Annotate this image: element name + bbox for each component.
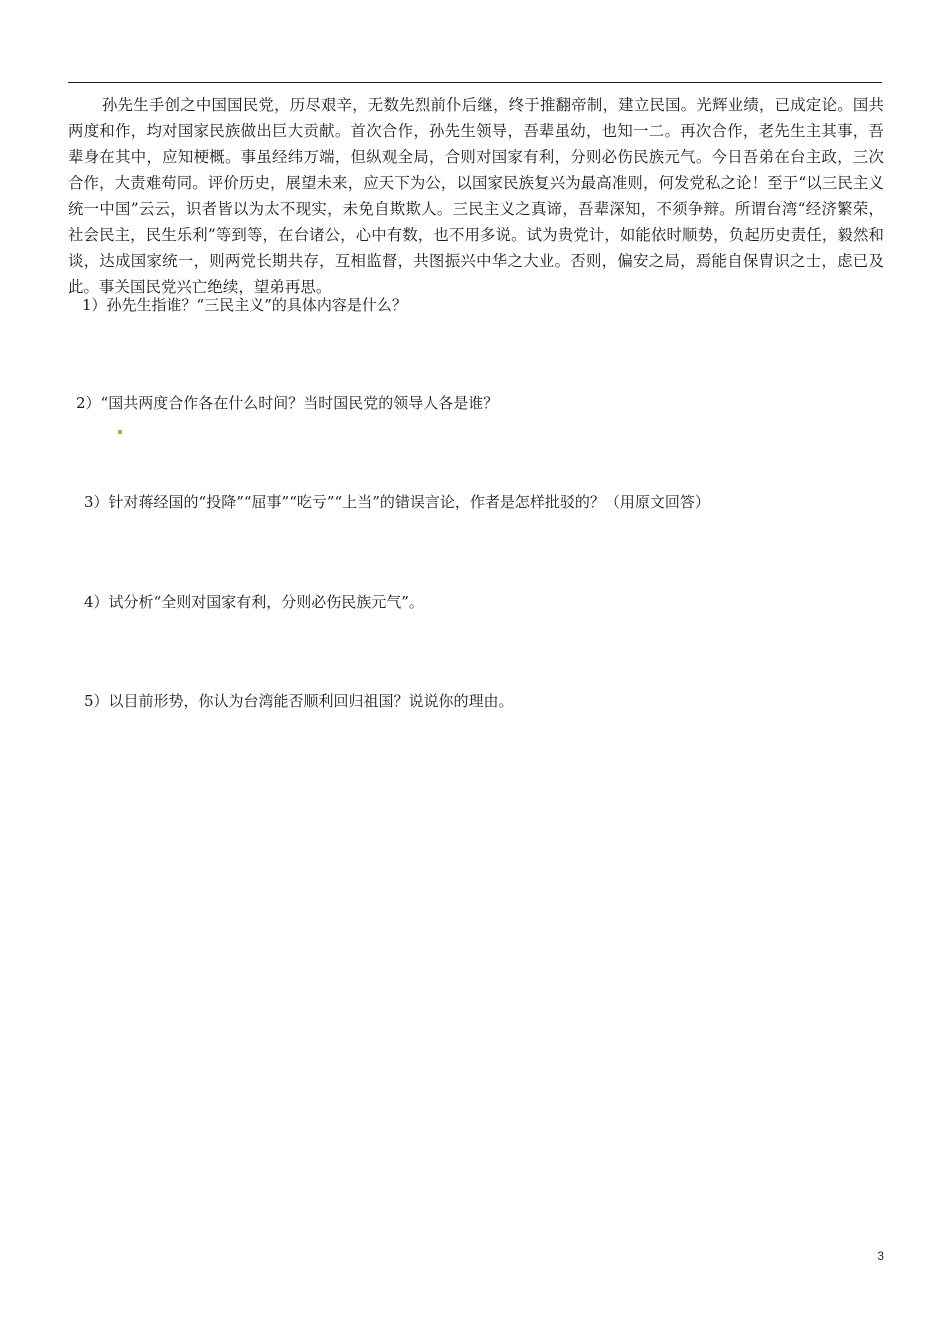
stray-mark [118, 430, 122, 434]
page-number: 3 [877, 1249, 884, 1263]
question-2: 2）“国共两度合作各在什么时间？当时国民党的领导人各是谁？ [76, 394, 499, 412]
reading-passage: 孙先生手创之中国国民党，历尽艰辛，无数先烈前仆后继，终于推翻帝制，建立民国。光辉业绩，已成定论。国共两度和作，均对国家民族做出巨大贡献。首次合作，孙先生领导，吾辈虽幼，也知一二。再次合作，老先生主其事，吾辈身在其中，应知梗概。事虽经纬万端，但纵观全局，合则对国家有利，分则必伤民族元气。今日吾弟在台主政，三次合作，大责难苟同。评价历史，展望未来，应天下为公，以国家民族复兴为最高准则，何发党私之论！至于“以三民主义统一中国”云云，识者皆以为太不现实，未免自欺欺人。三民主义之真谛，吾辈深知，不须争辩。所谓台湾“经济繁荣，社会民主，民生乐利”等到等，在台诸公，心中有数，也不用多说。试为贵党计，如能依时顺势，负起历史责任，毅然和谈，达成国家统一，则两党长期共存，互相监督，共图振兴中华之大业。否则，偏安之局，焉能自保胄识之士，虑已及此。事关国民党兴亡绝续，望弟再思。 [68, 96, 884, 296]
question-4: 4）试分析“全则对国家有利，分则必伤民族元气”。 [84, 593, 424, 611]
top-rule [68, 82, 882, 83]
question-1: 1）孙先生指谁？“三民主义”的具体内容是什么？ [82, 296, 407, 314]
question-5: 5）以目前形势，你认为台湾能否顺利回归祖国？说说你的理由。 [84, 692, 514, 710]
question-3: 3）针对蒋经国的“投降”“屈事”“吃亏”“上当”的错误言论，作者是怎样批驳的？（用原文回答） [84, 493, 710, 511]
